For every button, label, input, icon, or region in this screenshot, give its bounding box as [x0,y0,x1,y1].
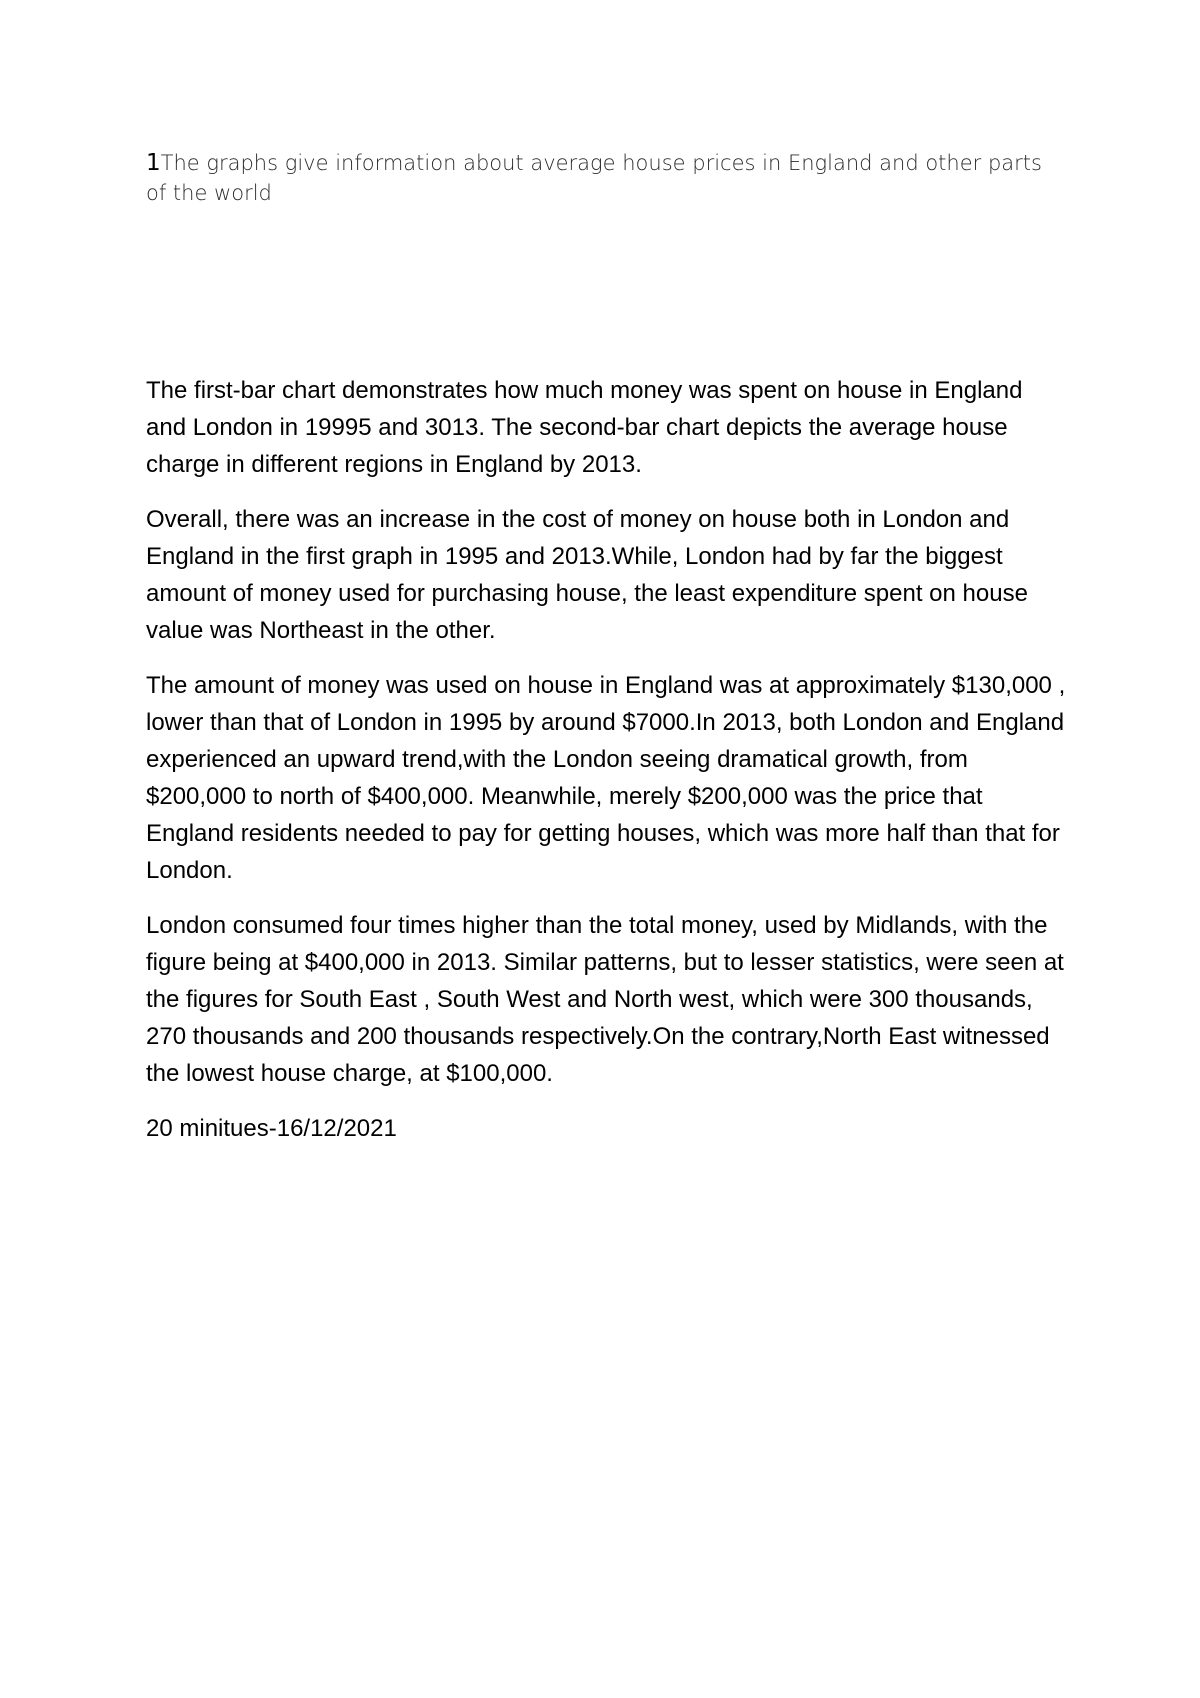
essay-paragraph-intro: The first-bar chart demonstrates how much money was spent on house in England and London in 19995 and 3013. The second-bar chart depicts the average house charge in different regions in England by 2013. [146,377,1023,478]
task-prompt-text: The graphs give information about average house prices in England and other parts of the world [146,151,1042,205]
essay-paragraph-body-2: London consumed four times higher than the total money, used by Midlands, with the figure being at $400,000 in 2013. Similar patterns, but to lesser statistics, were seen at the figures for South East , South West and North west, which were 300 thousands, 270 thousands and 200 thousands respectively.On the contrary,North East witnessed the lowest house charge, at $100,000. [146,912,1064,1087]
essay-timestamp: 20 minitues-16/12/2021 [146,1115,397,1142]
task-number: 1 [146,150,161,176]
essay-paragraph-overview: Overall, there was an increase in the cost of money on house both in London and England in the first graph in 1995 and 2013.While, London had by far the biggest amount of money used for purchasing house, the least expenditure spent on house value was Northeast in the other. [146,506,1028,644]
task-prompt [146,148,1066,208]
essay-paragraph-body-1: The amount of money was used on house in England was at approximately $130,000 , lower than that of London in 1995 by around $7000.In 2013, both London and England experienced an upward trend,with the London seeing dramatical growth, from $200,000 to north of $400,000. Meanwhile, merely $200,000 was the price that England residents needed to pay for getting houses, which was more half than that for London. [146,672,1066,884]
essay-body [146,372,1066,1165]
